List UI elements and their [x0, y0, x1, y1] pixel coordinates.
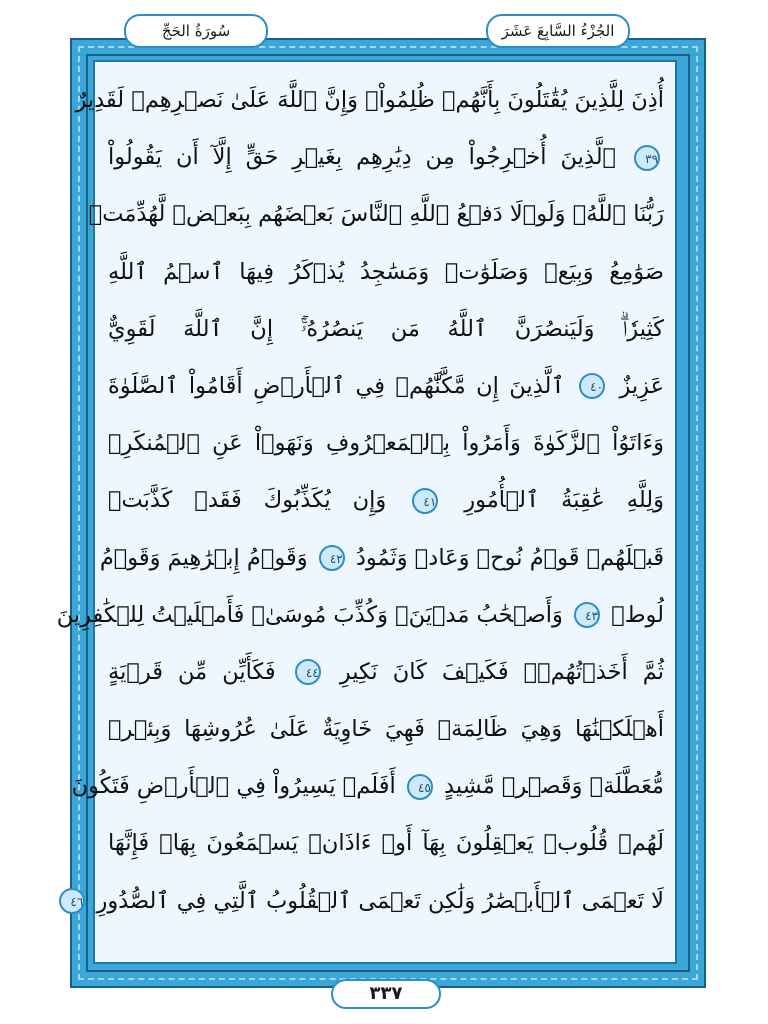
line-2: ٣٩ ٱلَّذِينَ أُخۡرِجُواْ مِن دِيَٰرِهِم بِغَيۡرِ حَقٍّ إِلَّآ أَن يَقُولُواْ	[108, 144, 659, 171]
quran-text-lines	[56, 72, 665, 930]
ayah-marker-40: ٤٠	[579, 373, 605, 399]
ayah-marker-44: ٤٤	[295, 659, 321, 685]
line-11: ثُمَّ أَخَذۡتُهُمۡۖ فَكَيۡفَ كَانَ نَكِيرِ ٤٤ فَكَأَيِّن مِّن قَرۡيَةٍ	[108, 658, 664, 685]
ayah-marker-46: ٤٦	[59, 888, 85, 914]
line-1: أُذِنَ لِلَّذِينَ يُقَٰتَلُونَ بِأَنَّهُمۡ ظُلِمُواْۚ وَإِنَّ ٱللَّهَ عَلَىٰ نَصۡرِهِمۡ لَقَدِيرٌ	[75, 87, 664, 113]
line-7: وَءَاتَوُاْ ٱلزَّكَوٰةَ وَأَمَرُواْ بِٱلۡمَعۡرُوفِ وَنَهَوۡاْ عَنِ ٱلۡمُنكَرِۗ	[108, 430, 664, 457]
line-3: رَبُّنَا ٱللَّهُۗ وَلَوۡلَا دَفۡعُ ٱللَّهِ ٱلنَّاسَ بَعۡضَهُم بِبَعۡضٖ لَّهُدِّمَتۡ	[88, 201, 664, 228]
ayah-marker-43: ٤٣	[574, 602, 600, 628]
line-14: لَهُمۡ قُلُوبٞ يَعۡقِلُونَ بِهَآ أَوۡ ءَاذَانٞ يَسۡمَعُونَ بِهَاۖ فَإِنَّهَا	[108, 830, 664, 857]
ayah-marker-42: ٤٢	[319, 545, 345, 571]
ayah-marker-39: ٣٩	[634, 145, 660, 171]
line-15: لَا تَعۡمَى ٱلۡأَبۡصَٰرُ وَلَٰكِن تَعۡمَى ٱلۡقُلُوبُ ٱلَّتِي فِي ٱلصُّدُورِ ٤٦	[108, 873, 664, 930]
line-10: لُوطٖ ٤٣ وَأَصۡحَٰبُ مَدۡيَنَۖ وَكُذِّبَ مُوسَىٰۖ فَأَمۡلَيۡتُ لِلۡكَٰفِرِينَ	[56, 601, 664, 628]
line-8: وَلِلَّهِ عَٰقِبَةُ ٱلۡأُمُورِ ٤١ وَإِن يُكَذِّبُوكَ فَقَدۡ كَذَّبَتۡ	[108, 487, 664, 514]
ayah-marker-45: ٤٥	[407, 774, 433, 800]
line-5: كَثِيرٗاۗ وَلَيَنصُرَنَّ ٱللَّهُ مَن يَنصُرُهُۥٓۚ إِنَّ ٱللَّهَ لَقَوِيٌّ	[108, 315, 664, 342]
line-9: قَبۡلَهُمۡ قَوۡمُ نُوحٖ وَعَادٞ وَثَمُودُ ٤٢ وَقَوۡمُ إِبۡرَٰهِيمَ وَقَوۡمُ	[99, 544, 664, 571]
line-6: عَزِيزٌ ٤٠ ٱلَّذِينَ إِن مَّكَّنَّٰهُمۡ فِي ٱلۡأَرۡضِ أَقَامُواْ ٱلصَّلَوٰةَ	[108, 372, 665, 399]
ayah-marker-41: ٤١	[412, 488, 438, 514]
line-4: صَوَٰمِعُ وَبِيَعٞ وَصَلَوَٰتٞ وَمَسَٰجِدُ يُذۡكَرُ فِيهَا ٱسۡمُ ٱللَّهِ	[108, 258, 664, 285]
surah-name-header: سُورَةُ الحَجِّ	[124, 14, 268, 48]
line-12: أَهۡلَكۡنَٰهَا وَهِيَ ظَالِمَةٞ فَهِيَ خَاوِيَةٌ عَلَىٰ عُرُوشِهَا وَبِئۡرٖ	[108, 716, 664, 743]
juz-name-header: الجُزْءُ السَّابِعَ عَشَرَ	[486, 14, 630, 48]
page-number: ٣٣٧	[331, 979, 441, 1009]
line-13: مُّعَطَّلَةٖ وَقَصۡرٖ مَّشِيدٍ ٤٥ أَفَلَمۡ يَسِيرُواْ فِي ٱلۡأَرۡضِ فَتَكُونَ	[71, 773, 664, 800]
